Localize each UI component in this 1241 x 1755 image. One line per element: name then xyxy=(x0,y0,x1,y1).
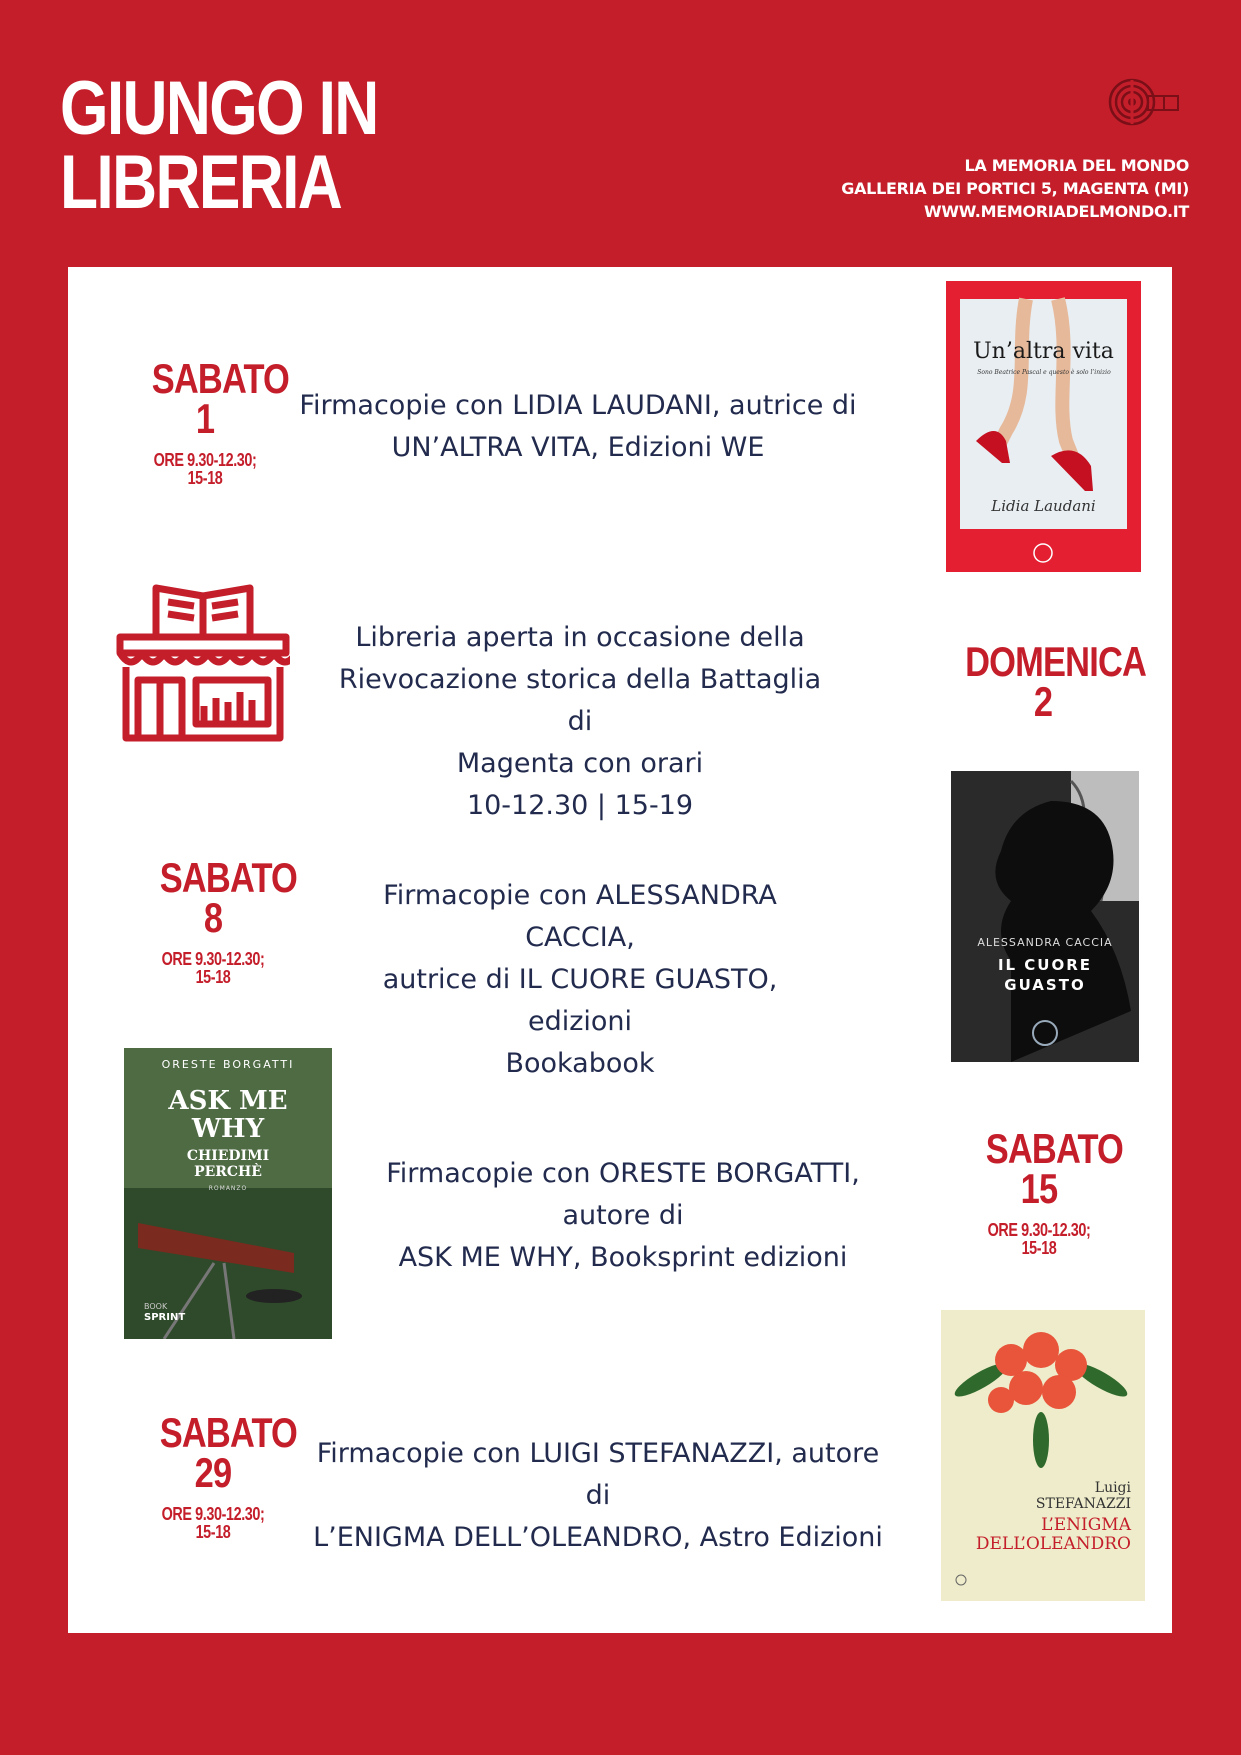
event-day-number: 15 xyxy=(1020,1165,1058,1212)
cover-author: ALESSANDRA CACCIA xyxy=(977,936,1113,949)
event-description xyxy=(330,875,830,1085)
title-line: LIBRERIA xyxy=(60,140,342,225)
desc-line: Magenta con orari xyxy=(456,748,704,779)
event-date xyxy=(148,1409,298,1542)
store-address: GALLERIA DEI PORTICI 5, MAGENTA (MI) xyxy=(841,179,1189,198)
cover-genre: ROMANZO xyxy=(208,1185,248,1192)
desc-line: L’ENIGMA DELL’OLEANDRO, Astro Edizioni xyxy=(313,1522,883,1553)
event-date xyxy=(148,854,298,987)
cover-title: IL CUORE xyxy=(997,956,1093,974)
event-day: SABATO xyxy=(159,854,298,901)
cover-publisher: BOOK xyxy=(144,1302,168,1311)
cover-title: L’ENIGMA xyxy=(1041,1515,1131,1535)
cover-subtitle: Sono Beatrice Pascal e questo è solo l’inizio xyxy=(977,369,1111,376)
desc-line: Firmacopie con ORESTE BORGATTI, autore di xyxy=(386,1158,860,1231)
bookshop-storefront-icon xyxy=(116,582,290,742)
cover-title: Un’altra vita xyxy=(973,339,1114,364)
event-hours: ORE 9.30-12.30; xyxy=(987,1220,1091,1240)
title-line: GIUNGO IN xyxy=(60,66,378,151)
events-panel xyxy=(68,267,1172,1633)
event-day-number: 8 xyxy=(203,894,223,941)
event-day: DOMENICA xyxy=(965,638,1147,685)
event-hours: 15-18 xyxy=(195,967,231,987)
cover-title: WHY xyxy=(191,1114,265,1144)
desc-line: Firmacopie con ALESSANDRA CACCIA, xyxy=(383,880,777,953)
event-description xyxy=(330,617,830,827)
store-website[interactable]: WWW.MEMORIADELMONDO.IT xyxy=(924,202,1189,221)
cover-publisher: SPRINT xyxy=(144,1312,186,1323)
cover-author: Lidia Laudani xyxy=(991,497,1096,515)
cover-subtitle: PERCHÈ xyxy=(194,1164,262,1180)
cover-author: ORESTE BORGATTI xyxy=(161,1058,295,1071)
event-hours: ORE 9.30-12.30; xyxy=(161,949,265,969)
event-date xyxy=(140,355,290,488)
book-cover-ask-me-why xyxy=(124,1048,332,1339)
desc-line: Libreria aperta in occasione della xyxy=(355,622,805,653)
desc-line: 10-12.30 | 15-19 xyxy=(466,790,694,821)
event-hours: 15-18 xyxy=(1021,1238,1057,1258)
event-day-number: 1 xyxy=(195,395,215,442)
desc-line: Firmacopie con LIDIA LAUDANI, autrice di xyxy=(299,390,857,421)
store-address-block xyxy=(841,154,1189,223)
event-day-number: 29 xyxy=(194,1449,232,1496)
desc-line: Rievocazione storica della Battaglia di xyxy=(338,664,822,737)
desc-line: Firmacopie con LUIGI STEFANAZZI, autore di xyxy=(316,1438,880,1511)
event-hours: 15-18 xyxy=(195,1522,231,1542)
desc-line: ASK ME WHY, Booksprint edizioni xyxy=(398,1242,848,1273)
event-hours: 15-18 xyxy=(187,468,223,488)
desc-line: UN’ALTRA VITA, Edizioni WE xyxy=(391,432,765,463)
cover-author-first: Luigi xyxy=(1094,1480,1131,1496)
cover-author-last: STEFANAZZI xyxy=(1035,1496,1131,1512)
event-description xyxy=(308,1433,888,1559)
desc-line: autrice di IL CUORE GUASTO, edizioni xyxy=(382,964,778,1037)
store-name: LA MEMORIA DEL MONDO xyxy=(964,156,1189,175)
bookstore-logo-icon xyxy=(1108,78,1188,126)
book-cover-il-cuore-guasto xyxy=(951,771,1139,1062)
desc-line: Bookabook xyxy=(505,1048,655,1079)
event-day-number: 2 xyxy=(1033,678,1053,725)
book-cover-un-altra-vita xyxy=(946,281,1141,572)
cover-title: DELL’OLEANDRO xyxy=(975,1534,1131,1554)
cover-title: GUASTO xyxy=(1004,976,1086,994)
event-description xyxy=(338,1153,908,1279)
event-description xyxy=(298,385,858,469)
event-date xyxy=(974,1125,1124,1258)
cover-subtitle: CHIEDIMI xyxy=(186,1148,270,1164)
event-day: SABATO xyxy=(159,1409,298,1456)
cover-title: ASK ME xyxy=(168,1086,288,1116)
event-day: SABATO xyxy=(985,1125,1124,1172)
event-day: SABATO xyxy=(151,355,290,402)
event-hours: ORE 9.30-12.30; xyxy=(153,450,257,470)
event-date xyxy=(948,638,1147,725)
event-hours: ORE 9.30-12.30; xyxy=(161,1504,265,1524)
book-cover-enigma-oleandro xyxy=(941,1310,1145,1601)
page-title xyxy=(60,66,378,225)
